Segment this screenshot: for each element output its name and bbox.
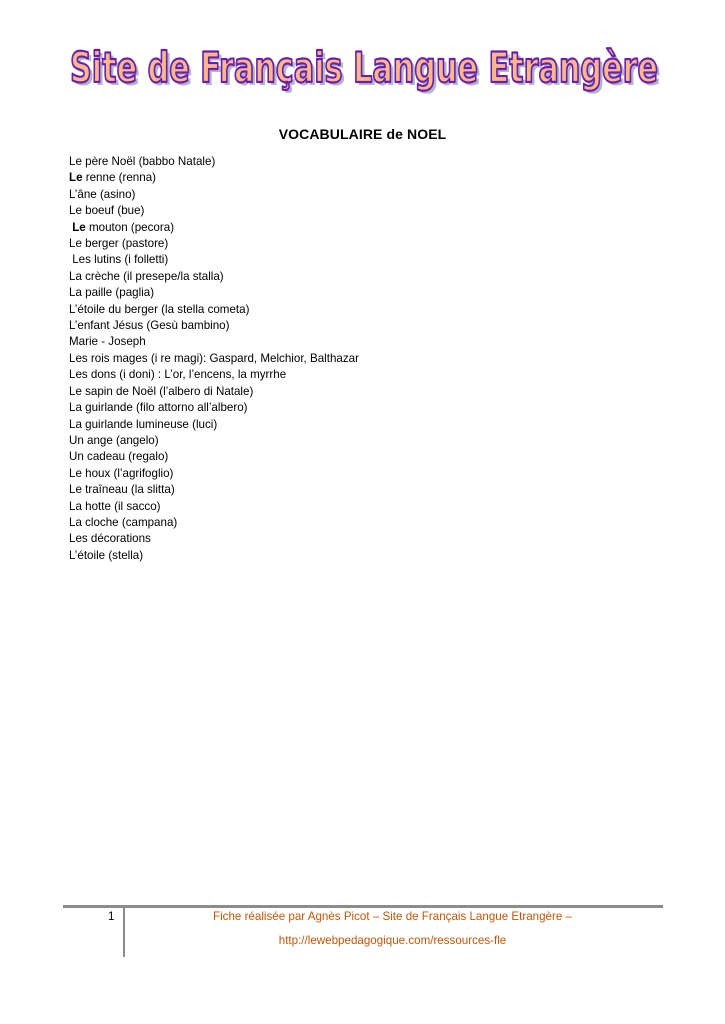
vocabulary-item xyxy=(69,203,359,219)
vocabulary-text: L’étoile (stella) xyxy=(69,548,144,562)
vocabulary-article: Le xyxy=(69,220,86,234)
vocabulary-item xyxy=(69,531,359,547)
vocabulary-text: Les dons (i doni) : L’or, l’encens, la myrrhe xyxy=(69,368,287,382)
vocabulary-text: Le traîneau (la slitta) xyxy=(69,483,175,497)
vocabulary-text: L’âne (asino) xyxy=(69,187,136,201)
footer-url: http://lewebpedagogique.com/ressources-fle xyxy=(278,934,507,947)
vocabulary-text: La paille (paglia) xyxy=(69,286,155,300)
footer-vertical-divider xyxy=(123,907,125,957)
vocabulary-item xyxy=(69,269,359,285)
vocabulary-item xyxy=(69,548,359,564)
vocabulary-item xyxy=(69,400,359,416)
vocabulary-item xyxy=(69,302,359,318)
vocabulary-item xyxy=(69,449,359,465)
vocabulary-item xyxy=(69,154,359,170)
vocabulary-text: Les rois mages (i re magi): Gaspard, Melchior, Balthazar xyxy=(69,351,359,365)
vocabulary-item xyxy=(69,466,359,482)
vocabulary-text: renne (renna) xyxy=(82,171,156,185)
document-title: VOCABULAIRE de NOEL xyxy=(278,126,447,142)
vocabulary-text: Le père Noël (babbo Natale) xyxy=(69,155,216,168)
vocabulary-item xyxy=(69,334,359,350)
vocabulary-text: mouton (pecora) xyxy=(85,220,175,234)
vocabulary-item xyxy=(69,220,359,236)
vocabulary-text: La cloche (campana) xyxy=(69,515,178,529)
banner-shadow-text: Site de Français Langue Etrangère xyxy=(73,46,661,95)
vocabulary-item xyxy=(69,482,359,498)
vocabulary-item xyxy=(69,170,359,186)
vocabulary-text: Un cadeau (regalo) xyxy=(69,450,169,464)
vocabulary-item xyxy=(69,252,359,268)
vocabulary-item xyxy=(69,384,359,400)
vocabulary-text: Un ange (angelo) xyxy=(69,433,159,447)
vocabulary-text: Le boeuf (bue) xyxy=(69,204,145,218)
banner-title-text: Site de Français Langue Etrangère xyxy=(70,43,658,92)
vocabulary-article: Le xyxy=(69,171,83,185)
vocabulary-text: La crèche (il presepe/la stalla) xyxy=(69,269,224,283)
vocabulary-item xyxy=(69,236,359,252)
vocabulary-text: La hotte (il sacco) xyxy=(69,499,161,513)
vocabulary-text: Les décorations xyxy=(69,532,151,546)
vocabulary-text: L’enfant Jésus (Gesù bambino) xyxy=(69,319,230,333)
vocabulary-text: Le houx (l’agrifoglio) xyxy=(69,466,174,480)
vocabulary-item xyxy=(69,367,359,383)
footer-credit: Fiche réalisée par Agnès Picot – Site de Français Langue Etrangère – xyxy=(213,910,572,923)
site-banner xyxy=(64,28,664,100)
vocabulary-item xyxy=(69,318,359,334)
vocabulary-item xyxy=(69,433,359,449)
vocabulary-item xyxy=(69,285,359,301)
footer-divider xyxy=(63,905,663,908)
vocabulary-item xyxy=(69,499,359,515)
vocabulary-text: La guirlande (filo attorno all’albero) xyxy=(69,401,248,415)
vocabulary-item xyxy=(69,351,359,367)
vocabulary-text: L’étoile du berger (la stella cometa) xyxy=(69,302,250,316)
vocabulary-item xyxy=(69,515,359,531)
page-number: 1 xyxy=(108,910,115,923)
vocabulary-text: Le sapin de Noël (l’albero di Natale) xyxy=(69,384,254,398)
vocabulary-text: La guirlande lumineuse (luci) xyxy=(69,417,218,431)
vocabulary-text: Marie - Joseph xyxy=(69,335,146,349)
vocabulary-text: Les lutins (i folletti) xyxy=(69,253,169,267)
vocabulary-item xyxy=(69,417,359,433)
vocabulary-text: Le berger (pastore) xyxy=(69,237,169,251)
vocabulary-item xyxy=(69,187,359,203)
vocabulary-list xyxy=(69,154,359,564)
banner-wordmark xyxy=(64,28,664,100)
